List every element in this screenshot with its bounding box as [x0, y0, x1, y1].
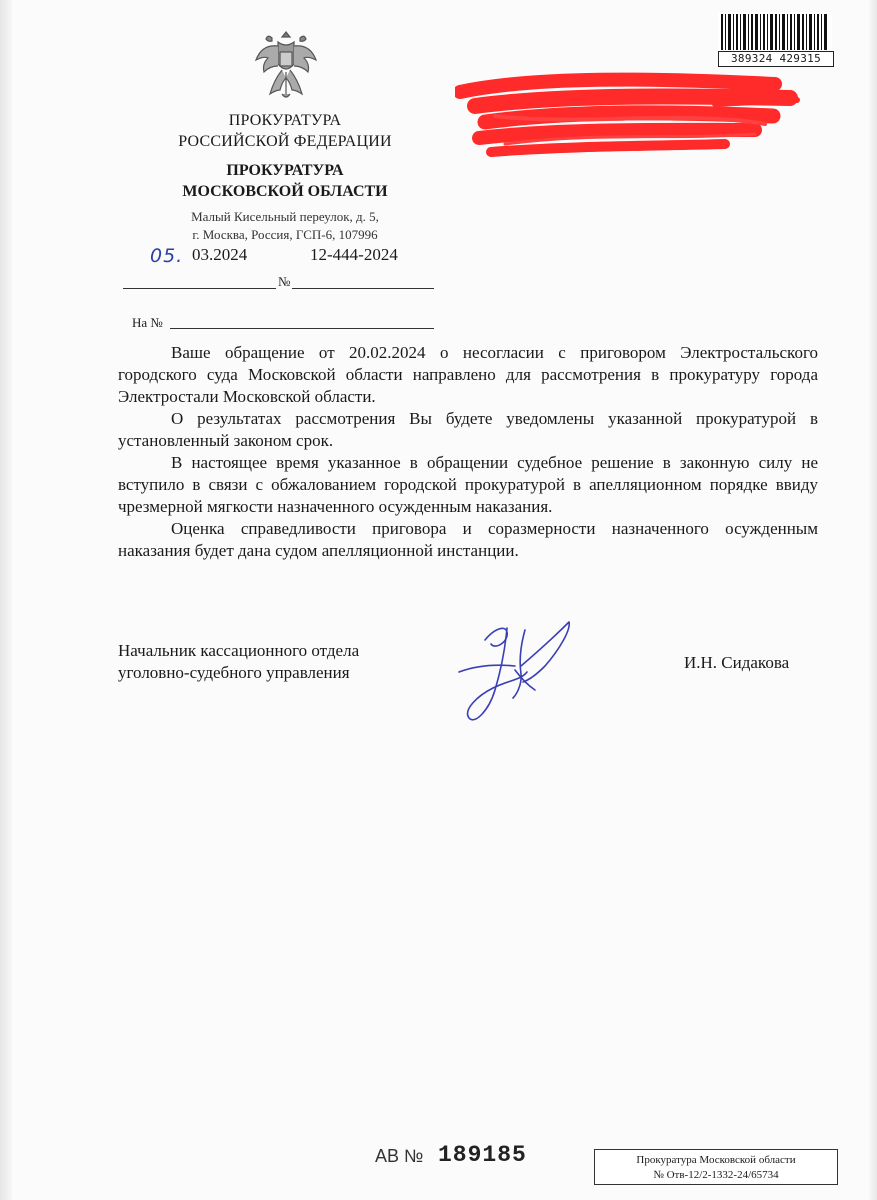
address — [160, 208, 410, 244]
na-number-label: На № — [132, 315, 163, 330]
body-paragraph-2: О результатах рассмотрения Вы будете уведомлены указанной прокуратурой в установленный законом срок. — [118, 409, 818, 450]
org-line-1: ПРОКУРАТУРА — [228, 112, 342, 129]
page-left-edge — [0, 0, 12, 1200]
stamp-line-1: Прокуратура Московской области — [636, 1154, 796, 1166]
signatory-title-line-1: Начальник кассационного отдела — [118, 641, 360, 660]
handwritten-signature — [455, 610, 580, 735]
number-underline — [292, 288, 434, 289]
body-paragraph-4: Оценка справедливости приговора и соразмерности назначенного осужденным наказания будет дана судом апелляционной инстанции. — [118, 519, 818, 560]
serial-number: 189185 — [438, 1142, 527, 1168]
registration-number: 12-444-2024 — [310, 245, 398, 264]
page-right-edge — [869, 0, 877, 1200]
address-line-1: Малый Кисельный переулок, д. 5, — [191, 209, 379, 224]
organization-name — [160, 110, 410, 152]
dept-line-2: МОСКОВСКОЙ ОБЛАСТИ — [182, 183, 388, 200]
org-line-2: РОССИЙСКОЙ ФЕДЕРАЦИИ — [178, 133, 392, 150]
redaction-scribble — [455, 70, 805, 170]
barcode-number: 389324 429315 — [718, 51, 834, 67]
body-paragraph-1: Ваше обращение от 20.02.2024 о несогласии с приговором Электростальского городского суда Московской области направлено для рассмотрения в прокуратуру города Электростали Московской области. — [118, 343, 818, 406]
letter-body — [118, 342, 818, 562]
signatory-title — [118, 640, 359, 684]
signatory-name: И.Н. Сидакова — [684, 653, 790, 672]
body-paragraph-3: В настоящее время указанное в обращении судебное решение в законную силу не вступило в связи с обжалованием городской прокуратурой в апелляционном порядке ввиду чрезмерной мягкости назначенного осужденным наказания. — [118, 453, 818, 516]
coat-of-arms-emblem-icon — [252, 26, 320, 102]
stamp-line-2: № Отв-12/2-1332-24/65734 — [653, 1169, 779, 1181]
signatory-title-line-2: уголовно-судебного управления — [118, 663, 350, 682]
serial-prefix: АВ № — [375, 1146, 424, 1166]
date-underline — [123, 288, 276, 289]
handwritten-day: 05. — [150, 245, 184, 267]
department-name — [160, 160, 410, 202]
registration-stamp — [594, 1149, 838, 1185]
address-line-2: г. Москва, Россия, ГСП-6, 107996 — [192, 227, 378, 242]
number-label: № — [278, 274, 291, 289]
letter-date: 03.2024 — [192, 245, 248, 264]
dept-line-1: ПРОКУРАТУРА — [226, 162, 344, 179]
na-number-underline — [170, 328, 434, 329]
